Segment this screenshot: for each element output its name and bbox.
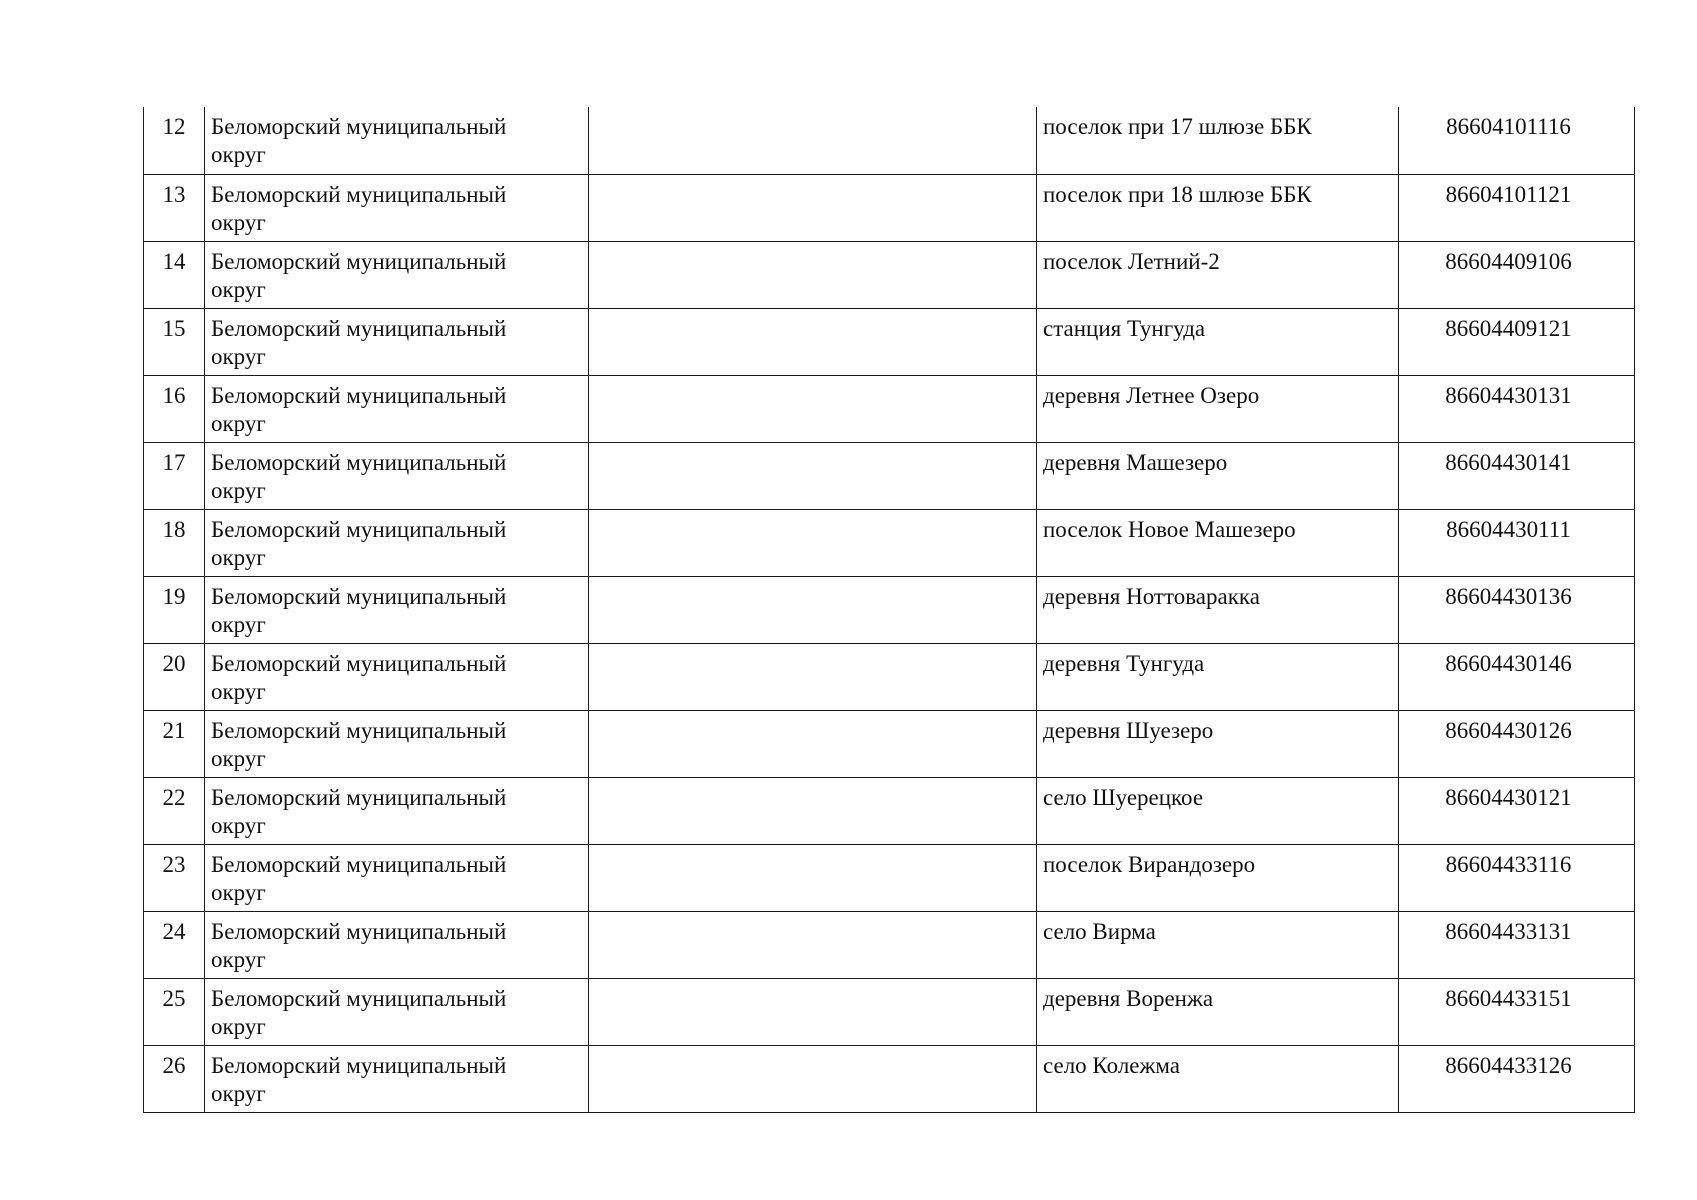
settlement-name-cell: поселок при 17 шлюзе ББК xyxy=(1037,107,1399,174)
settlement-name-cell: поселок Новое Машезеро xyxy=(1037,509,1399,576)
row-number-cell: 20 xyxy=(144,643,205,710)
table-row xyxy=(144,442,1635,509)
table-body xyxy=(144,107,1635,1112)
municipal-district-cell: Беломорский муниципальный округ xyxy=(205,442,589,509)
municipal-district-cell: Беломорский муниципальный округ xyxy=(205,1045,589,1112)
row-number-cell: 18 xyxy=(144,509,205,576)
empty-cell xyxy=(589,844,1037,911)
row-number-cell: 23 xyxy=(144,844,205,911)
row-number-cell: 21 xyxy=(144,710,205,777)
settlement-name-cell: деревня Ноттоваракка xyxy=(1037,576,1399,643)
table-row xyxy=(144,107,1635,174)
row-number-cell: 19 xyxy=(144,576,205,643)
oktmo-code-cell: 86604430141 xyxy=(1399,442,1635,509)
oktmo-code-cell: 86604433126 xyxy=(1399,1045,1635,1112)
municipal-district-cell: Беломорский муниципальный округ xyxy=(205,710,589,777)
empty-cell xyxy=(589,643,1037,710)
municipal-district-cell: Беломорский муниципальный округ xyxy=(205,911,589,978)
table-row xyxy=(144,375,1635,442)
municipal-district-cell: Беломорский муниципальный округ xyxy=(205,174,589,241)
municipal-district-cell: Беломорский муниципальный округ xyxy=(205,308,589,375)
oktmo-code-cell: 86604430126 xyxy=(1399,710,1635,777)
row-number-cell: 16 xyxy=(144,375,205,442)
settlement-name-cell: станция Тунгуда xyxy=(1037,308,1399,375)
settlement-name-cell: поселок Летний-2 xyxy=(1037,241,1399,308)
municipal-district-cell: Беломорский муниципальный округ xyxy=(205,241,589,308)
table-row xyxy=(144,844,1635,911)
table-row xyxy=(144,576,1635,643)
empty-cell xyxy=(589,107,1037,174)
oktmo-code-cell: 86604101121 xyxy=(1399,174,1635,241)
municipal-district-cell: Беломорский муниципальный округ xyxy=(205,844,589,911)
oktmo-code-cell: 86604430146 xyxy=(1399,643,1635,710)
empty-cell xyxy=(589,978,1037,1045)
oktmo-code-cell: 86604433116 xyxy=(1399,844,1635,911)
table-row xyxy=(144,643,1635,710)
empty-cell xyxy=(589,442,1037,509)
table-row xyxy=(144,710,1635,777)
oktmo-code-cell: 86604430121 xyxy=(1399,777,1635,844)
settlement-name-cell: село Вирма xyxy=(1037,911,1399,978)
oktmo-code-cell: 86604433131 xyxy=(1399,911,1635,978)
oktmo-code-cell: 86604430111 xyxy=(1399,509,1635,576)
municipal-district-cell: Беломорский муниципальный округ xyxy=(205,643,589,710)
table-row xyxy=(144,509,1635,576)
municipal-district-cell: Беломорский муниципальный округ xyxy=(205,978,589,1045)
table-row xyxy=(144,777,1635,844)
table-row xyxy=(144,1045,1635,1112)
municipal-district-cell: Беломорский муниципальный округ xyxy=(205,509,589,576)
empty-cell xyxy=(589,777,1037,844)
table-row xyxy=(144,308,1635,375)
settlement-name-cell: деревня Тунгуда xyxy=(1037,643,1399,710)
row-number-cell: 12 xyxy=(144,107,205,174)
oktmo-code-cell: 86604409121 xyxy=(1399,308,1635,375)
table-row xyxy=(144,911,1635,978)
row-number-cell: 14 xyxy=(144,241,205,308)
empty-cell xyxy=(589,911,1037,978)
row-number-cell: 22 xyxy=(144,777,205,844)
row-number-cell: 26 xyxy=(144,1045,205,1112)
oktmo-code-cell: 86604101116 xyxy=(1399,107,1635,174)
empty-cell xyxy=(589,241,1037,308)
table-row xyxy=(144,174,1635,241)
municipal-district-cell: Беломорский муниципальный округ xyxy=(205,576,589,643)
settlement-name-cell: поселок при 18 шлюзе ББК xyxy=(1037,174,1399,241)
row-number-cell: 13 xyxy=(144,174,205,241)
row-number-cell: 17 xyxy=(144,442,205,509)
empty-cell xyxy=(589,308,1037,375)
empty-cell xyxy=(589,509,1037,576)
oktmo-code-cell: 86604430131 xyxy=(1399,375,1635,442)
row-number-cell: 24 xyxy=(144,911,205,978)
row-number-cell: 25 xyxy=(144,978,205,1045)
empty-cell xyxy=(589,375,1037,442)
settlement-name-cell: село Колежма xyxy=(1037,1045,1399,1112)
oktmo-code-cell: 86604409106 xyxy=(1399,241,1635,308)
table-row xyxy=(144,241,1635,308)
settlement-name-cell: поселок Вирандозеро xyxy=(1037,844,1399,911)
settlement-name-cell: деревня Шуезеро xyxy=(1037,710,1399,777)
row-number-cell: 15 xyxy=(144,308,205,375)
oktmo-code-cell: 86604430136 xyxy=(1399,576,1635,643)
oktmo-code-cell: 86604433151 xyxy=(1399,978,1635,1045)
settlements-table xyxy=(143,107,1635,1113)
municipal-district-cell: Беломорский муниципальный округ xyxy=(205,777,589,844)
table-row xyxy=(144,978,1635,1045)
settlement-name-cell: деревня Машезеро xyxy=(1037,442,1399,509)
settlement-name-cell: деревня Летнее Озеро xyxy=(1037,375,1399,442)
settlement-name-cell: деревня Воренжа xyxy=(1037,978,1399,1045)
municipal-district-cell: Беломорский муниципальный округ xyxy=(205,107,589,174)
empty-cell xyxy=(589,1045,1037,1112)
municipal-district-cell: Беломорский муниципальный округ xyxy=(205,375,589,442)
settlement-name-cell: село Шуерецкое xyxy=(1037,777,1399,844)
empty-cell xyxy=(589,174,1037,241)
empty-cell xyxy=(589,710,1037,777)
empty-cell xyxy=(589,576,1037,643)
